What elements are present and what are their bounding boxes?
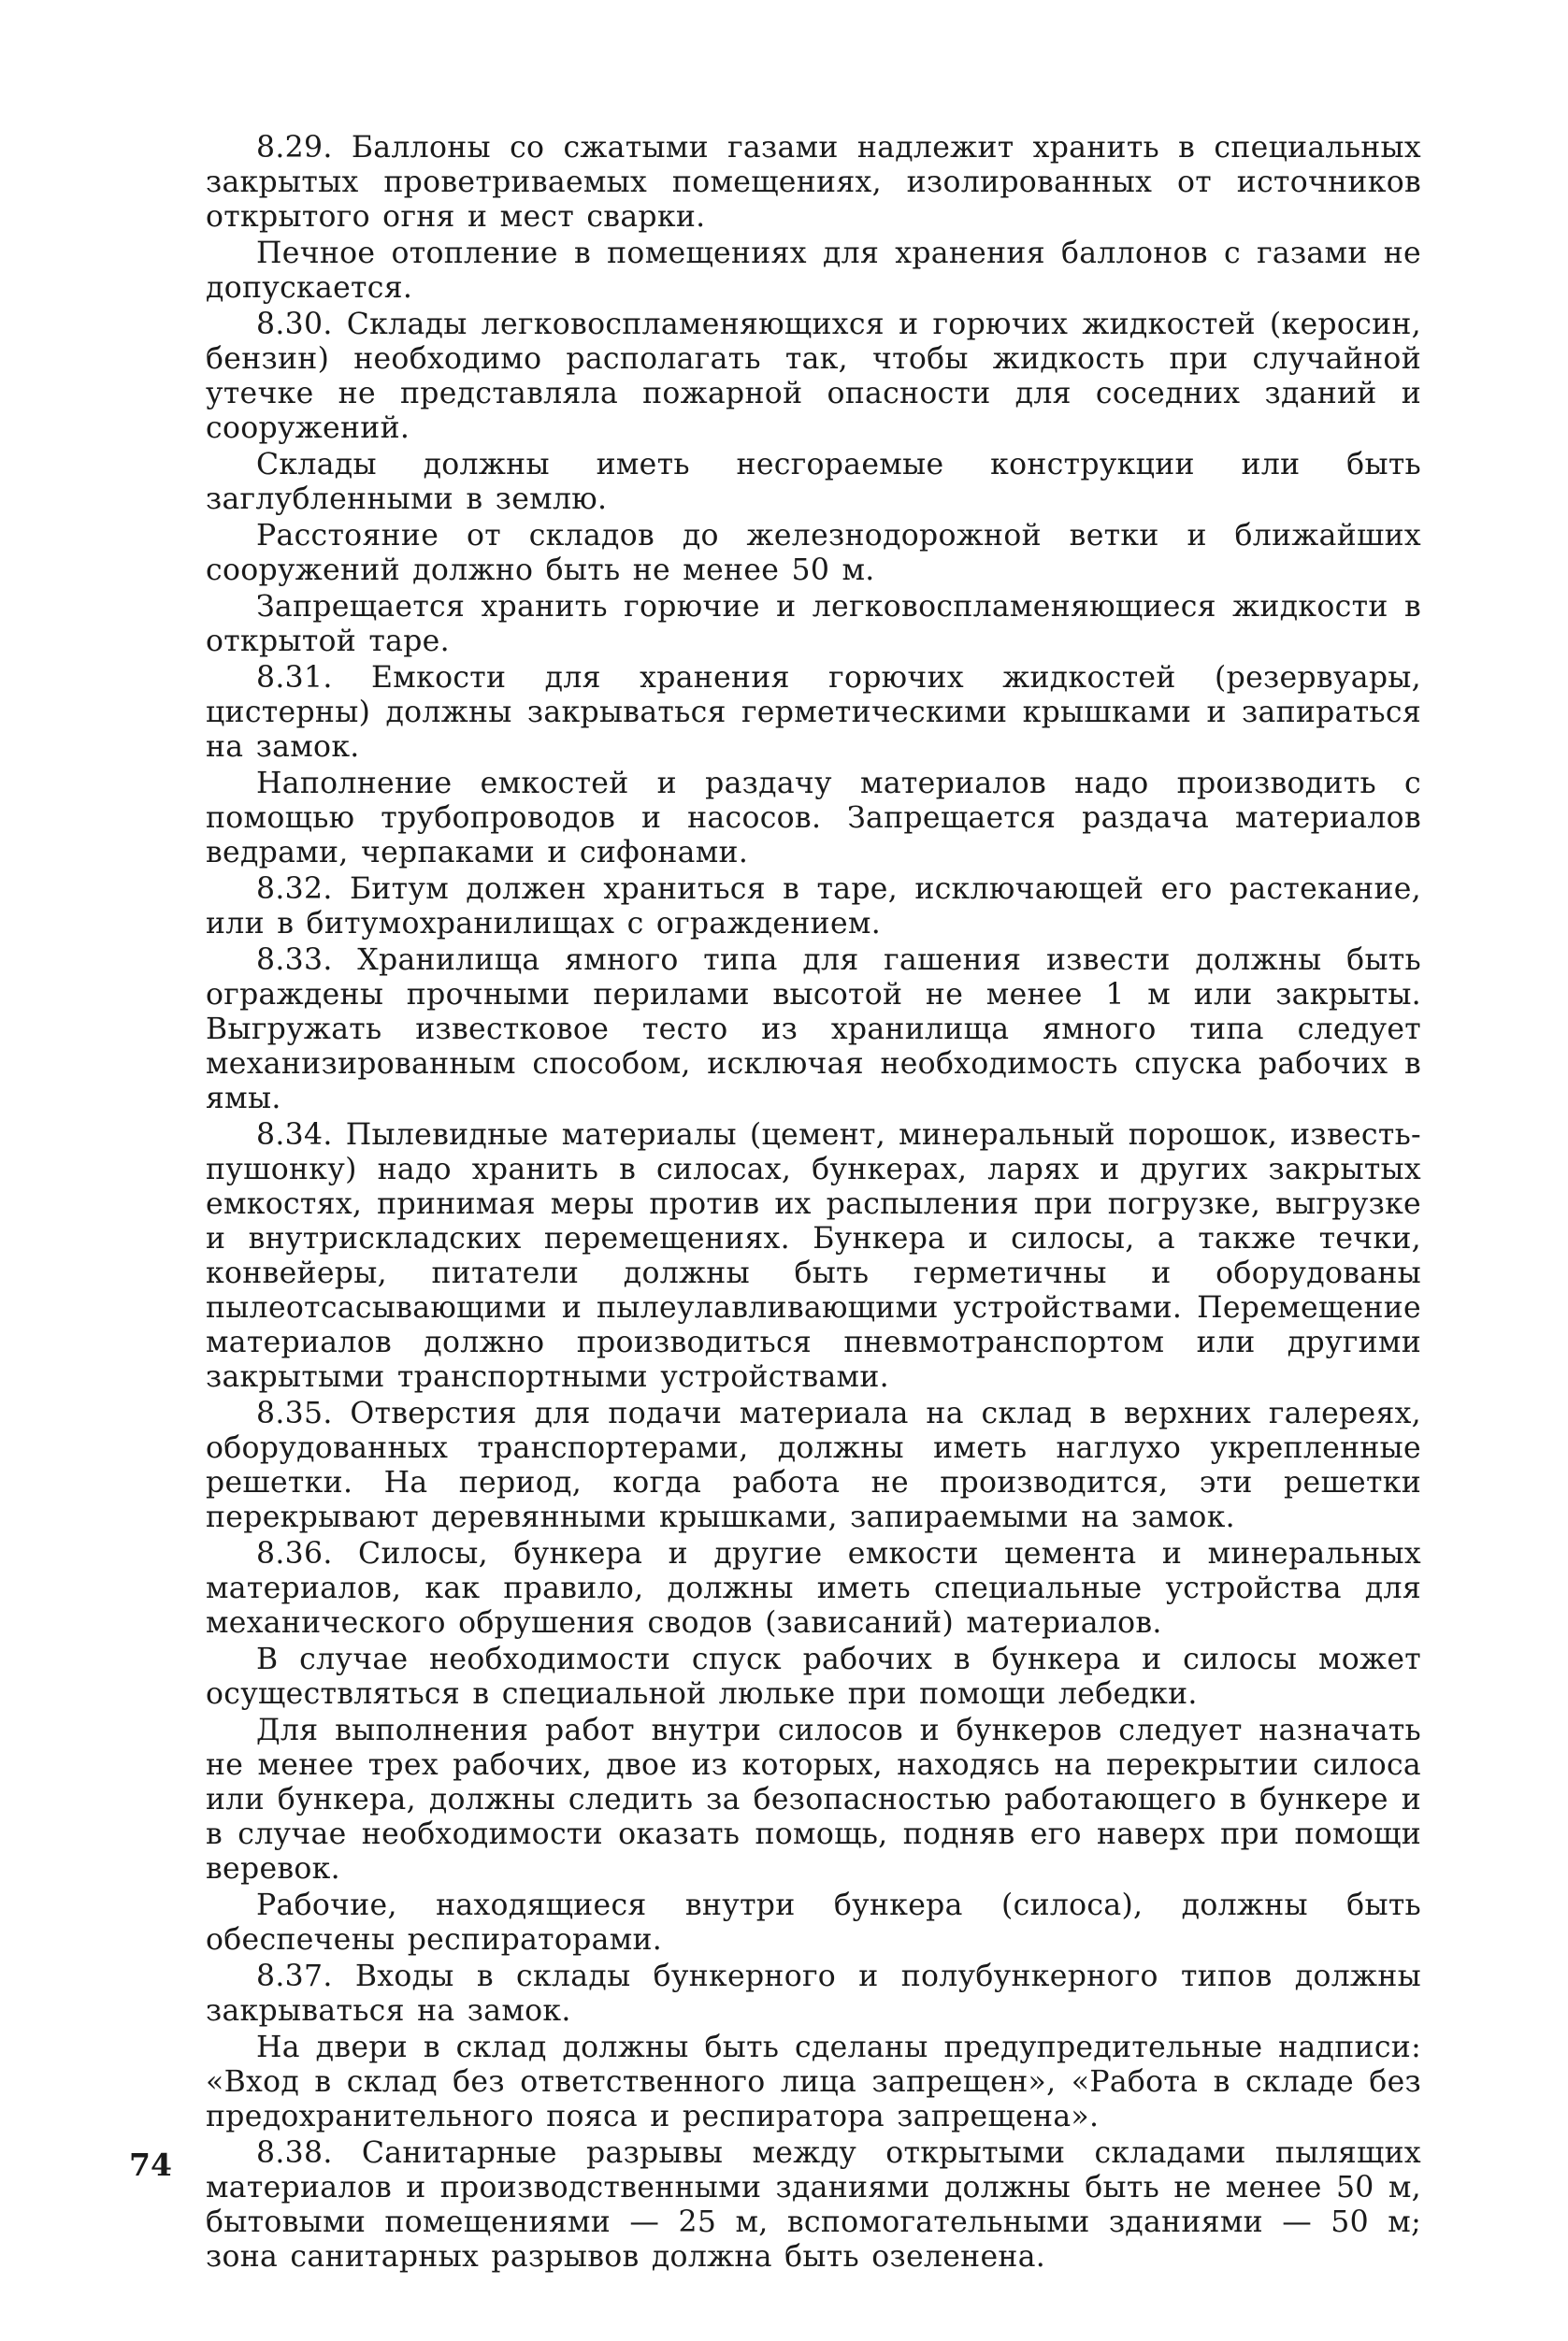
page-text-body	[206, 131, 1421, 2276]
paragraph-8-31: 8.31. Емкости для хранения горючих жидкостей (резервуары, цистерны) должны закрываться герметическими крышками и запираться на замок.	[206, 661, 1421, 764]
paragraph-8-38: 8.38. Санитарные разрывы между открытыми складами пылящих материалов и производственными зданиями должны быть не менее 50 м, бытовыми помещениями — 25 м, вспомогательными зданиями — 50 м; зона санитарных разрывов должна быть озеленена.	[206, 2136, 1421, 2274]
paragraph-three-workers: Для выполнения работ внутри силосов и бункеров следует назначать не менее трех рабочих, двое из которых, находясь на перекрытии силоса или бункера, должны следить за безопасностью работающего в бункере и в случае необходимости оказать помощь, подняв его наверх при помощи веревок.	[206, 1714, 1421, 1886]
page-number: 74	[129, 2147, 172, 2183]
paragraph-8-34: 8.34. Пылевидные материалы (цемент, минеральный порошок, известь-пушонку) надо хранить в силосах, бункерах, ларях и других закрытых емкостях, принимая меры против их распыления при погрузке, выгрузке и внутрискладских перемещениях. Бункера и силосы, а также течки, конвейеры, питатели должны быть герметичны и оборудованы пылеотсасывающими и пылеулавливающими устройствами. Перемещение материалов должно производиться пневмотранспортом или другими закрытыми транспортными устройствами.	[206, 1118, 1421, 1394]
paragraph-distance-railway: Расстояние от складов до железнодорожной ветки и ближайших сооружений должно быть не менее 50 м.	[206, 519, 1421, 587]
paragraph-open-containers: Запрещается хранить горючие и легковоспламеняющиеся жидкости в открытой таре.	[206, 590, 1421, 658]
paragraph-filling-containers: Наполнение емкостей и раздачу материалов надо производить с помощью трубопроводов и насосов. Запрещается раздача материалов ведрами, черпаками и сифонами.	[206, 767, 1421, 869]
paragraph-worker-descent: В случае необходимости спуск рабочих в бункера и силосы может осуществляться в специальной люльке при помощи лебедки.	[206, 1643, 1421, 1711]
paragraph-8-33: 8.33. Хранилища ямного типа для гашения извести должны быть ограждены прочными перилами высотой не менее 1 м или закрыты. Выгружать известковое тесто из хранилища ямного типа следует механизированным способом, исключая необходимость спуска рабочих в ямы.	[206, 943, 1421, 1115]
paragraph-8-35: 8.35. Отверстия для подачи материала на склад в верхних галереях, оборудованных транспортерами, должны иметь наглухо укрепленные решетки. На период, когда работа не производится, эти решетки перекрывают деревянными крышками, запираемыми на замок.	[206, 1397, 1421, 1534]
paragraph-warning-signs: На двери в склад должны быть сделаны предупредительные надписи: «Вход в склад без ответственного лица запрещен», «Работа в складе без предохранительного пояса и респиратора запрещена».	[206, 2031, 1421, 2133]
paragraph-8-37: 8.37. Входы в склады бункерного и полубункерного типов должны закрываться на замок.	[206, 1960, 1421, 2028]
paragraph-8-36: 8.36. Силосы, бункера и другие емкости цемента и минеральных материалов, как правило, должны иметь специальные устройства для механического обрушения сводов (зависаний) материалов.	[206, 1537, 1421, 1640]
paragraph-respirators: Рабочие, находящиеся внутри бункера (силоса), должны быть обеспечены респираторами.	[206, 1889, 1421, 1957]
paragraph-stove-heating: Печное отопление в помещениях для хранения баллонов с газами не допускается.	[206, 237, 1421, 305]
paragraph-8-32: 8.32. Битум должен храниться в таре, исключающей его растекание, или в битумохранилищах с ограждением.	[206, 872, 1421, 941]
paragraph-8-29: 8.29. Баллоны со сжатыми газами надлежит хранить в специальных закрытых проветриваемых помещениях, изолированных от источников открытого огня и мест сварки.	[206, 131, 1421, 234]
paragraph-warehouse-construction: Склады должны иметь несгораемые конструкции или быть заглубленными в землю.	[206, 448, 1421, 516]
paragraph-8-30: 8.30. Склады легковоспламеняющихся и горючих жидкостей (керосин, бензин) необходимо располагать так, чтобы жидкость при случайной утечке не представляла пожарной опасности для соседних зданий и сооружений.	[206, 308, 1421, 445]
